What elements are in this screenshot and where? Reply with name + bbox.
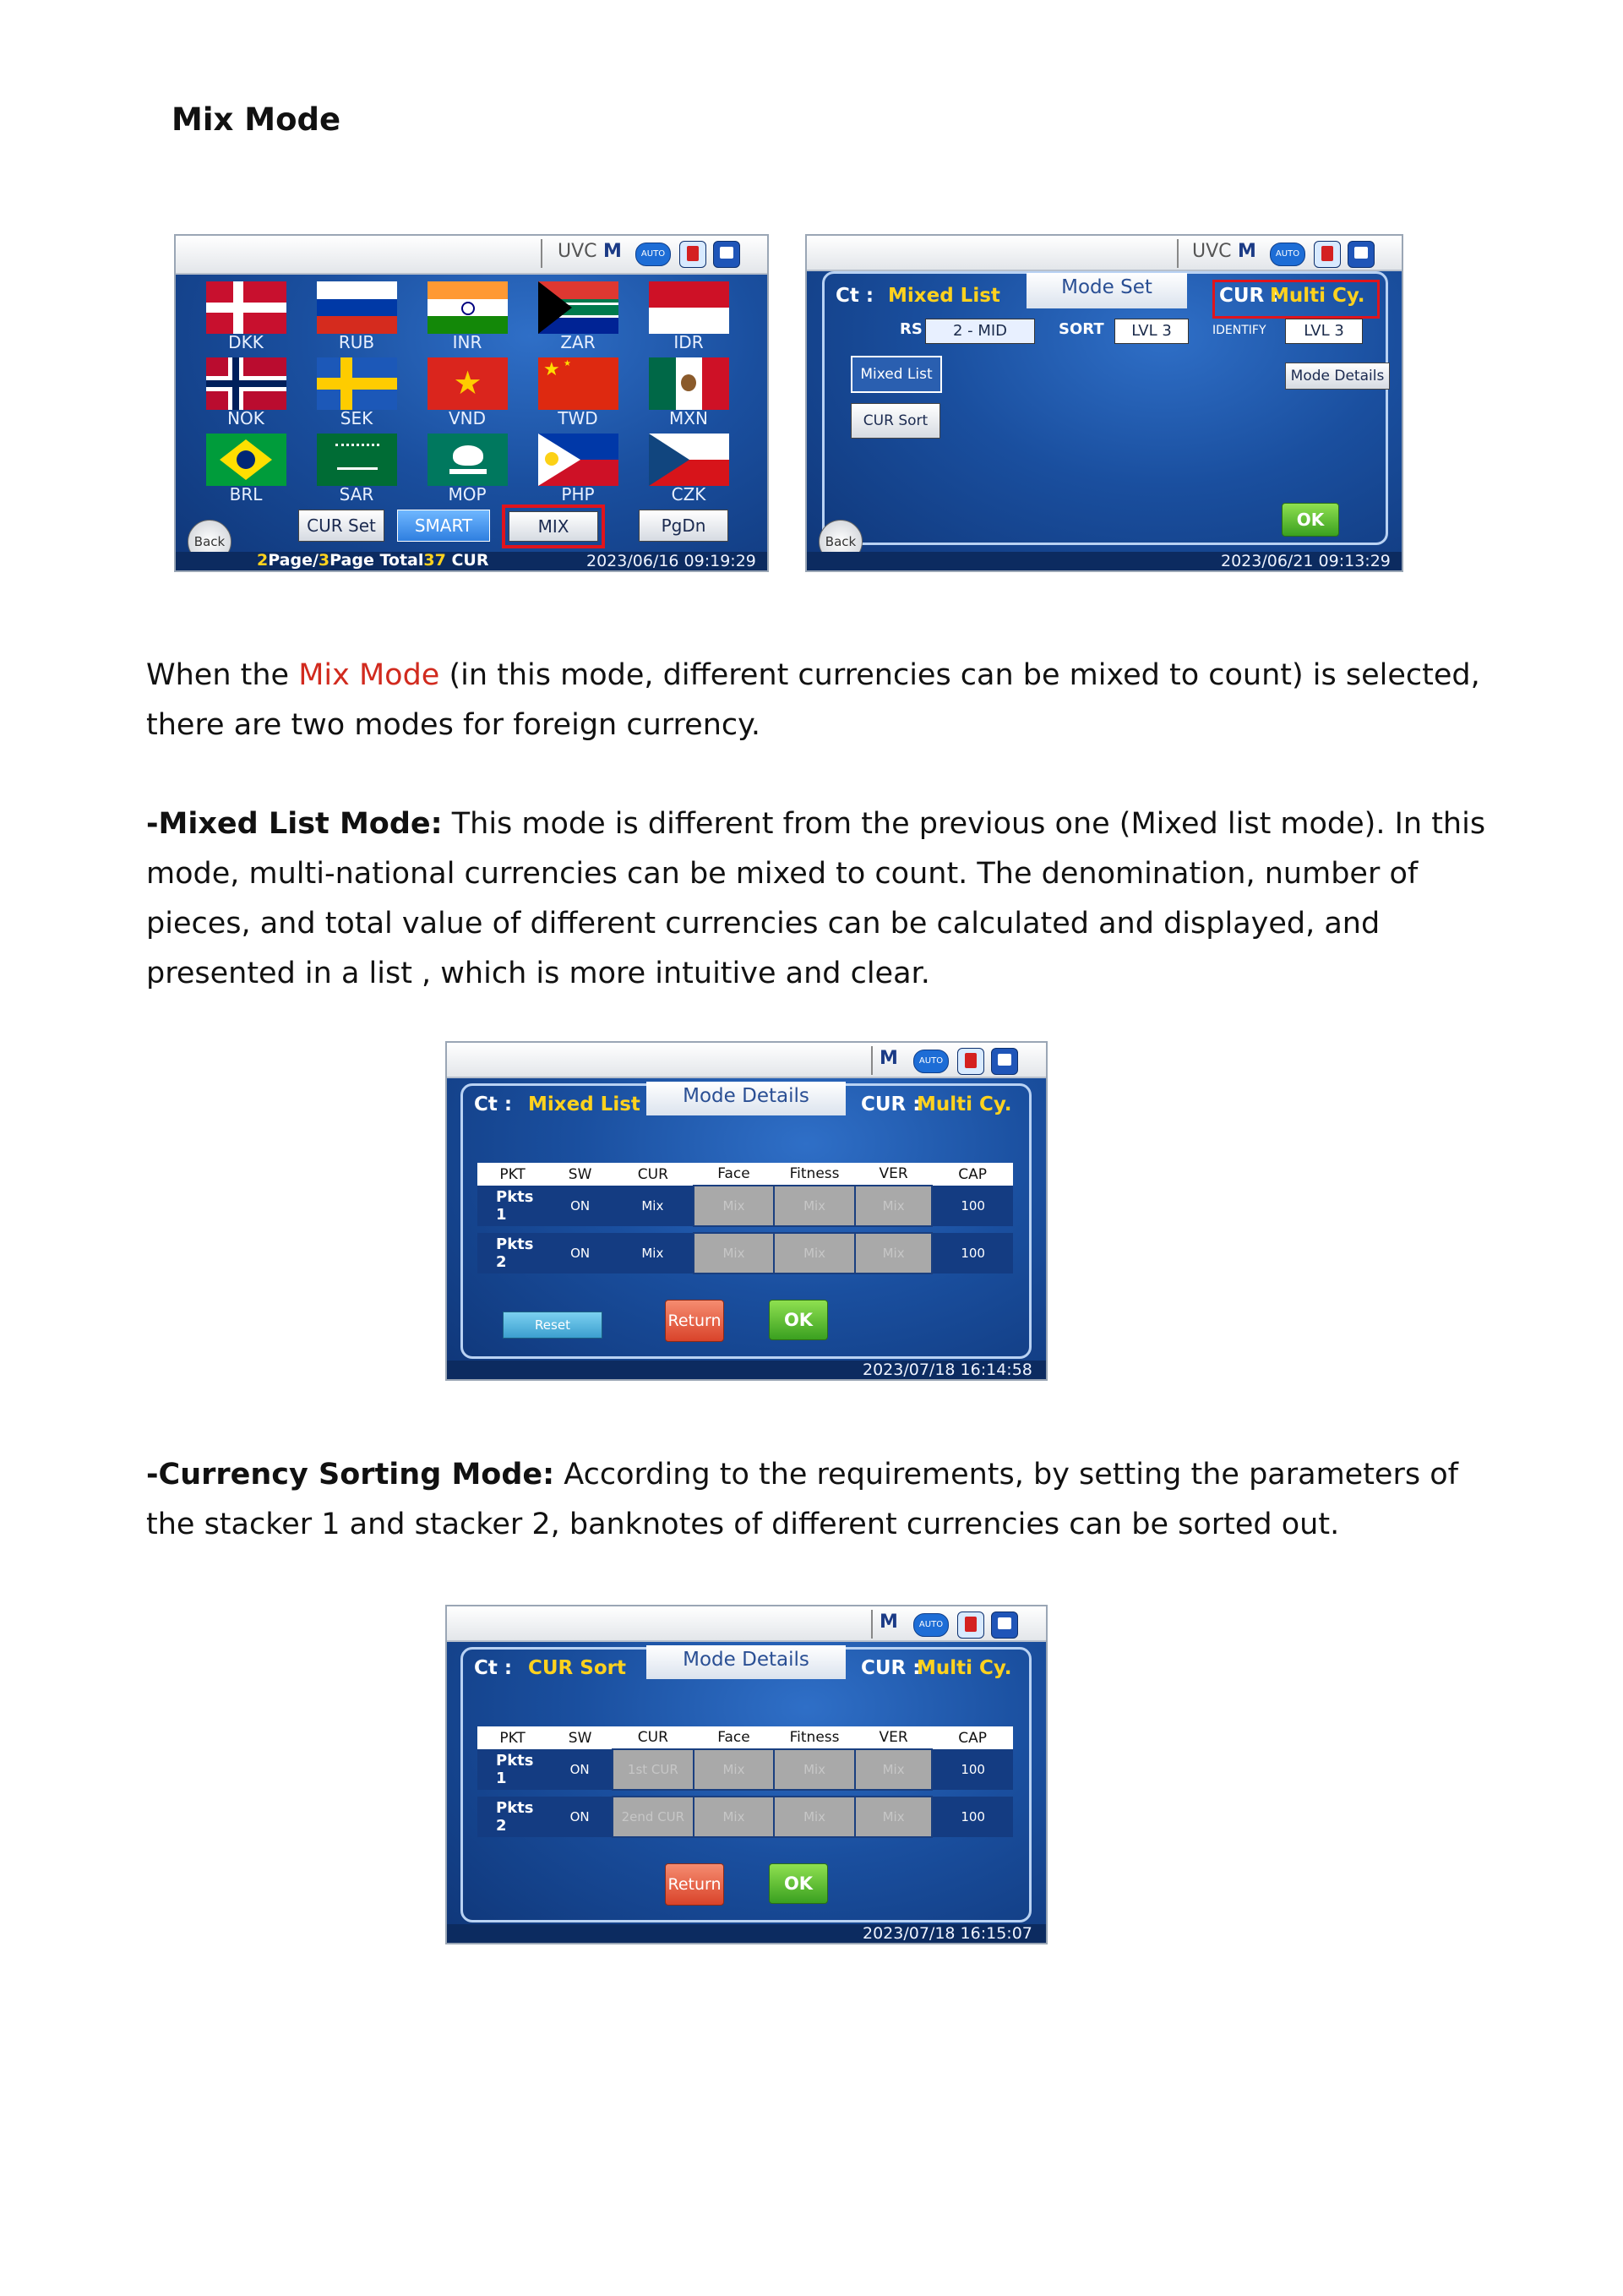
flag-idr[interactable] — [649, 281, 729, 334]
mode-indicator: M — [880, 1048, 898, 1069]
flag-label: CZK — [671, 484, 706, 504]
back-button[interactable]: Back — [188, 520, 231, 564]
col-header: VER — [855, 1163, 932, 1186]
auto-icon[interactable]: AUTO — [1270, 243, 1305, 266]
col-header: Face — [694, 1163, 775, 1186]
flag-czk[interactable] — [649, 434, 729, 486]
rs-label: RS — [900, 320, 923, 338]
smart-button[interactable]: SMART — [397, 510, 490, 542]
mixed-list-paragraph: -Mixed List Mode: This mode is different from the previous one (Mixed list mode). In this mode, multi-national currencies can be mixed to count. The denomination, number of pieces, and total value of different currencies can be calculated and displayed, and presented in a list , which is more intuitive and clear. — [146, 807, 1486, 990]
monitor-icon[interactable] — [1348, 241, 1375, 268]
ok-button[interactable]: OK — [769, 1863, 828, 1904]
mode-details-button[interactable]: Mode Details — [1285, 363, 1390, 390]
flag-label: NOK — [227, 408, 264, 428]
table-row: Pkts 1 ON 1st CUR Mix Mix Mix 100 — [477, 1749, 1013, 1790]
sort-value[interactable]: LVL 3 — [1114, 319, 1189, 344]
flag-label: RUB — [338, 332, 375, 352]
flag-label: MXN — [669, 408, 708, 428]
rs-value[interactable]: 2 - MID — [925, 319, 1035, 344]
flag-label: VND — [448, 408, 487, 428]
packet-table — [477, 1726, 1013, 1838]
monitor-icon[interactable] — [991, 1048, 1018, 1075]
flag-label: TWD — [558, 408, 598, 428]
flag-label: BRL — [229, 484, 263, 504]
col-header: PKT — [477, 1163, 547, 1186]
table-row: Pkts 2 ON 2end CUR Mix Mix Mix 100 — [477, 1797, 1013, 1837]
uvc-indicator: UVC — [558, 241, 597, 262]
status-bar — [176, 236, 767, 275]
table-row: Pkts 1 ON Mix Mix Mix Mix 100 — [477, 1186, 1013, 1226]
mode-indicator: M — [603, 241, 622, 262]
col-header: Fitness — [774, 1726, 855, 1749]
currency-select-screen — [174, 234, 769, 572]
auto-icon[interactable]: AUTO — [913, 1050, 949, 1073]
page-indicator: 2Page/3Page Total37 CUR — [257, 551, 489, 570]
reset-button[interactable]: Reset — [503, 1312, 602, 1339]
col-header: CUR — [613, 1726, 694, 1749]
mixed-list-details-screen — [445, 1041, 1048, 1381]
flag-dkk[interactable] — [206, 281, 286, 334]
cur-value: Multi Cy. — [1270, 285, 1365, 307]
pgdn-button[interactable]: PgDn — [639, 510, 728, 542]
monitor-icon[interactable] — [991, 1612, 1018, 1639]
auto-icon[interactable]: AUTO — [635, 243, 671, 266]
flag-zar[interactable] — [538, 281, 618, 334]
status-bar — [807, 236, 1402, 271]
col-header: SW — [547, 1163, 613, 1186]
flag-sar[interactable] — [317, 434, 397, 486]
flag-brl[interactable] — [206, 434, 286, 486]
page-title: Mix Mode — [172, 101, 341, 138]
mode-tab-label: Mode Details — [683, 1085, 809, 1107]
flag-label: IDR — [673, 332, 704, 352]
col-header: Face — [694, 1726, 775, 1749]
monitor-icon[interactable] — [713, 241, 740, 268]
ct-label: Ct : — [474, 1093, 513, 1115]
mode-set-screen — [805, 234, 1403, 572]
packet-table — [477, 1163, 1013, 1274]
uvc-indicator: UVC — [1192, 241, 1232, 262]
back-button[interactable]: Back — [819, 520, 863, 564]
cur-set-button[interactable]: CUR Set — [298, 510, 384, 542]
cur-value: Multi Cy. — [917, 1093, 1012, 1115]
ct-label: Ct : — [474, 1657, 513, 1679]
datetime: 2023/06/21 09:13:29 — [1221, 552, 1391, 570]
mode-indicator: M — [1238, 241, 1256, 262]
mode-indicator: M — [880, 1612, 898, 1633]
batch-icon[interactable] — [957, 1612, 984, 1639]
batch-icon[interactable] — [679, 241, 706, 268]
return-button[interactable]: Return — [665, 1863, 724, 1906]
batch-icon[interactable] — [1314, 241, 1341, 268]
flag-twd[interactable]: ★ ★ — [538, 357, 618, 410]
cur-sort-details-screen — [445, 1605, 1048, 1944]
flag-label: PHP — [561, 484, 595, 504]
col-header: VER — [855, 1726, 932, 1749]
flag-label: MOP — [448, 484, 487, 504]
ct-value: Mixed List — [528, 1093, 640, 1115]
cur-label: CUR : — [861, 1093, 921, 1115]
cur-value: Multi Cy. — [917, 1657, 1012, 1679]
ct-value: Mixed List — [888, 285, 1000, 307]
ok-button[interactable]: OK — [1282, 503, 1339, 537]
col-header: CAP — [932, 1726, 1013, 1749]
flag-nok[interactable] — [206, 357, 286, 410]
status-bar — [447, 1043, 1046, 1078]
ct-label: Ct : — [836, 285, 874, 307]
flag-mop[interactable] — [428, 434, 508, 486]
cur-label: CUR : — [861, 1657, 921, 1679]
flag-mxn[interactable] — [649, 357, 729, 410]
mode-tab-label: Mode Details — [683, 1649, 809, 1671]
auto-icon[interactable]: AUTO — [913, 1613, 949, 1637]
ok-button[interactable]: OK — [769, 1300, 828, 1340]
col-header: Fitness — [774, 1163, 855, 1186]
mix-mode-highlight: Mix Mode — [298, 658, 440, 692]
datetime: 2023/07/18 16:14:58 — [863, 1361, 1032, 1379]
currency-sorting-paragraph: -Currency Sorting Mode: According to the requirements, by setting the parameters of the stacker 1 and stacker 2, banknotes of different currencies can be sorted out. — [146, 1458, 1458, 1541]
intro-paragraph: When the Mix Mode (in this mode, different currencies can be mixed to count) is selected, there are two modes for foreign currency. — [146, 658, 1480, 742]
cur-label: CUR : — [1219, 285, 1279, 307]
flag-vnd[interactable]: ★ — [428, 357, 508, 410]
col-header: CUR — [613, 1163, 694, 1186]
identify-value[interactable]: LVL 3 — [1285, 319, 1363, 344]
flag-label: ZAR — [560, 332, 596, 352]
table-row: Pkts 2 ON Mix Mix Mix Mix 100 — [477, 1233, 1013, 1273]
flag-label: INR — [452, 332, 482, 352]
flag-php[interactable] — [538, 434, 618, 486]
mixed-list-button[interactable]: Mixed List — [851, 356, 942, 393]
flag-label: SAR — [339, 484, 374, 504]
flag-label: DKK — [228, 332, 264, 352]
flag-label: SEK — [340, 408, 373, 428]
ct-value: CUR Sort — [528, 1657, 626, 1679]
status-bar — [447, 1606, 1046, 1642]
col-header: SW — [547, 1726, 613, 1749]
mix-button[interactable]: MIX — [509, 511, 598, 542]
flag-rub[interactable] — [317, 281, 397, 334]
flag-inr[interactable] — [428, 281, 508, 334]
batch-icon[interactable] — [957, 1048, 984, 1075]
return-button[interactable]: Return — [665, 1300, 724, 1342]
sort-label: SORT — [1059, 320, 1104, 338]
col-header: PKT — [477, 1726, 547, 1749]
datetime: 2023/07/18 16:15:07 — [863, 1924, 1032, 1943]
mode-tab-label: Mode Set — [1061, 276, 1152, 298]
col-header: CAP — [932, 1163, 1013, 1186]
identify-label: IDENTIFY — [1212, 324, 1266, 337]
flag-sek[interactable] — [317, 357, 397, 410]
cur-sort-button[interactable]: CUR Sort — [851, 403, 940, 439]
datetime: 2023/06/16 09:19:29 — [586, 552, 756, 570]
